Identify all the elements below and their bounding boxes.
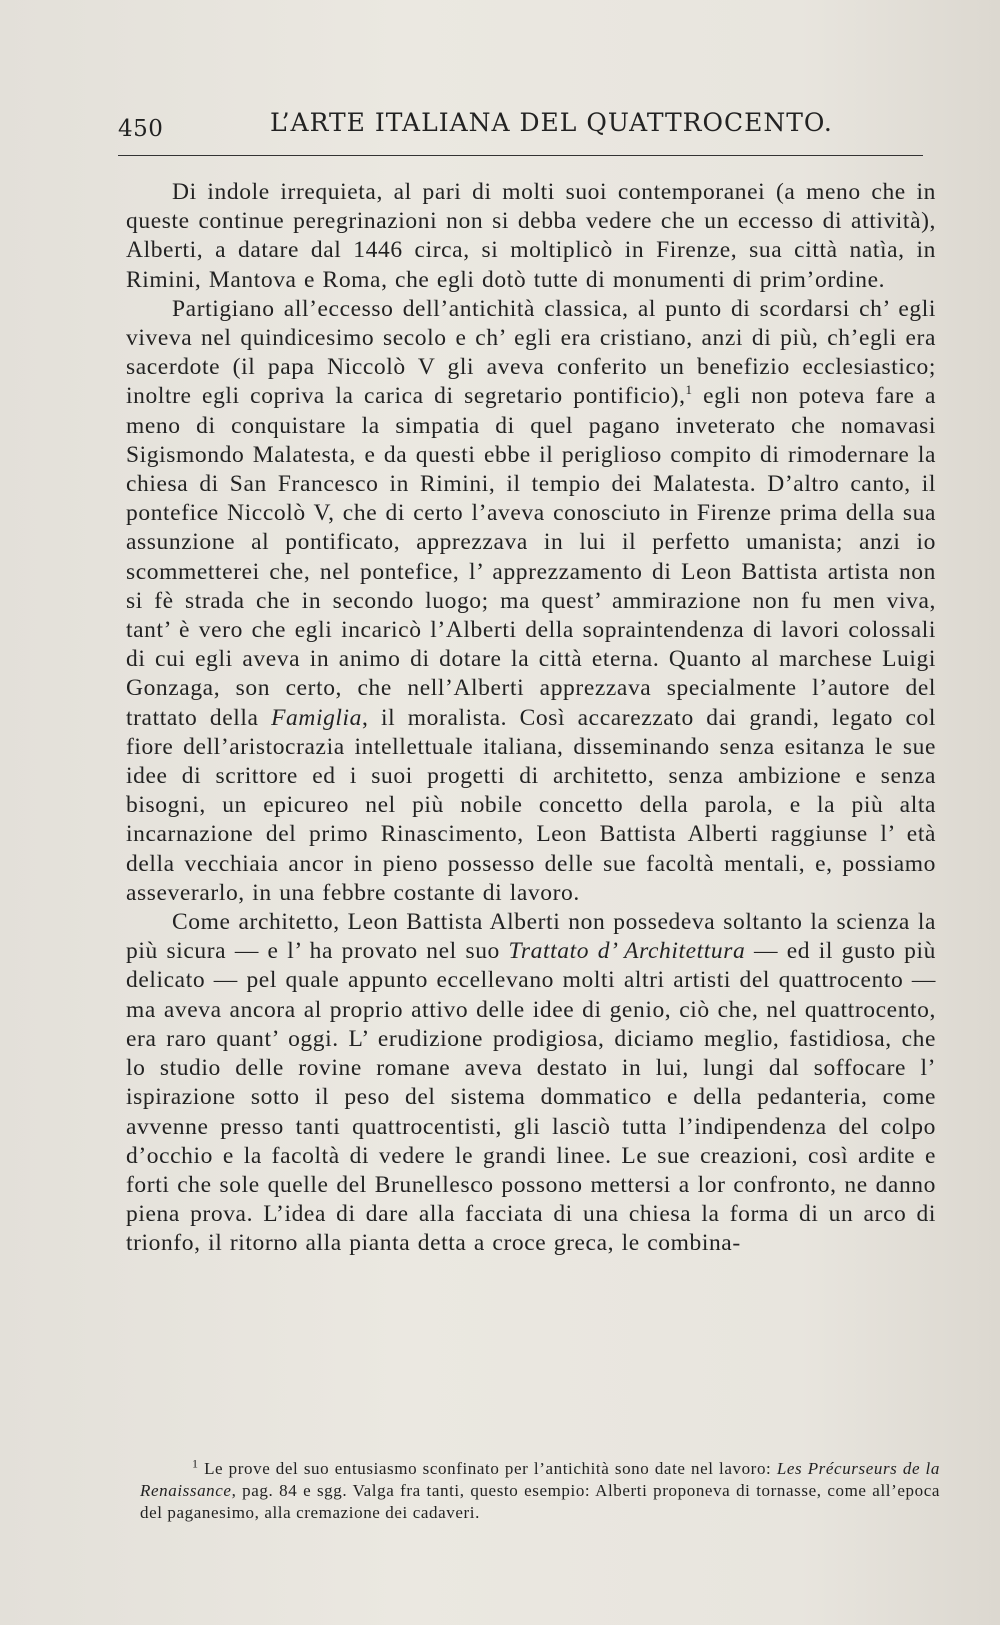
paragraph-2-text-a: Partigiano all’eccesso dell’antichità classica, al punto di scordarsi ch’ egli viveva nel quindicesimo secolo e ch’ egli era cristiano, anzi di più, ch’egli era sacerdote (il papa Niccolò V gli aveva conferito un benefizio ecclesiastico; inoltre egli copriva la carica di segretario pontificio), (126, 295, 936, 410)
footnote-text-b: , pag. 84 e sgg. Valga fra tanti, questo esempio: Alberti proponeva di tornasse, come all’epoca del paganesimo, alla cremazione dei cadaveri. (140, 1481, 940, 1522)
paragraph-2-text-b: egli non poteva fare a meno di conquistare la simpatia di quel pagano inveterato che nomavasi Sigismondo Malatesta, e da questi ebbe il periglioso compito di rimodernare la chiesa di San Francesco in Rimini, il tempio dei Malatesta. D’altro canto, il pontefice Niccolò V, che di certo l’aveva conosciuto in Firenze prima della sua assunzione al pontificato, apprezzava in lui il perfetto umanista; anzi io scommetterei che, nel pontefice, l’ apprezzamento di Leon Battista artista non si fè strada che in secondo luogo; ma quest’ ammirazione non fu men viva, tant’ è vero che egli incaricò l’Alberti della sopraintendenza di lavori colossali di cui egli aveva in animo di dotare la città eterna. Quanto al marchese Luigi Gonzaga, son certo, che nell’Alberti apprezzava specialmente l’autore del trattato della (126, 383, 936, 731)
italic-title-trattato: Trattato d’ Architettura (508, 938, 746, 965)
footnote-italic-title: Les Précurseurs de la Renaissance (140, 1459, 940, 1500)
running-title: L’ARTE ITALIANA DEL QUATTROCENTO. (270, 108, 833, 137)
paragraph-3-text-a: Come architetto, Leon Battista Alberti non possedeva soltanto la scienza la più sicura — e l’ ha provato nel suo (126, 909, 936, 965)
paragraph-3 (126, 908, 936, 1258)
footnote-text-a: Le prove del suo entusiasmo sconfinato per l’antichità sono date nel lavoro: (198, 1459, 777, 1478)
footnote-1 (140, 1458, 940, 1524)
paragraph-2-text-c: , il moralista. Così accarezzato dai grandi, legato col fiore dell’aristocrazia intellettuale italiana, disseminando senza esitanza le sue idee di scrittore ed i suoi progetti di architetto, senza ambizione e senza bisogni, un epicureo nel più nobile concetto della parola, e la più alta incarnazione del primo Rinascimento, Leon Battista Alberti raggiunse l’ età della vecchiaia ancor in pieno possesso delle sue facoltà mentali, e, possiamo asseverarlo, in una febbre costante di lavoro. (126, 704, 936, 906)
paragraph-1 (126, 178, 936, 295)
paragraph-1-text: Di indole irrequieta, al pari di molti suoi contemporanei (a meno che in queste continue peregrinazioni non si debba vedere che un eccesso di attività), Alberti, a datare dal 1446 circa, si moltiplicò in Firenze, sua città natìa, in Rimini, Mantova e Roma, che egli dotò tutte di monumenti di prim’ordine. (126, 179, 936, 293)
page-number: 450 (118, 116, 164, 142)
footnote-mark: 1 (192, 1456, 199, 1471)
paragraph-2 (126, 295, 936, 908)
main-text (126, 178, 936, 1259)
header-rule (118, 155, 923, 156)
footnote-reference: 1 (685, 382, 693, 398)
paragraph-3-text-b: — ed il gusto più delicato — pel quale appunto eccellevano molti altri artisti del quattrocento — ma aveva ancora al proprio attivo delle idee di genio, ciò che, nel quattrocento, era raro quant’ oggi. L’ erudizione prodigiosa, diciamo meglio, fastidiosa, che lo studio delle rovine romane aveva destato in lui, lungi dal soffocare l’ ispirazione sotto il peso del sistema dommatico e della pedanteria, come avvenne presso tanti quattrocentisti, gli lasciò tutta l’indipendenza del colpo d’occhio e la facoltà di vedere le grandi linee. Le sue creazioni, così ardite e forti che sole quelle del Brunellesco possono mettersi a lor confronto, ne danno piena prova. L’idea di dare alla facciata di una chiesa la forma di un arco di trionfo, il ritorno alla pianta detta a croce greca, le combina- (126, 938, 937, 1257)
footnotes (140, 1458, 940, 1524)
italic-title-famiglia: Famiglia (271, 704, 363, 731)
page-header (118, 108, 923, 148)
